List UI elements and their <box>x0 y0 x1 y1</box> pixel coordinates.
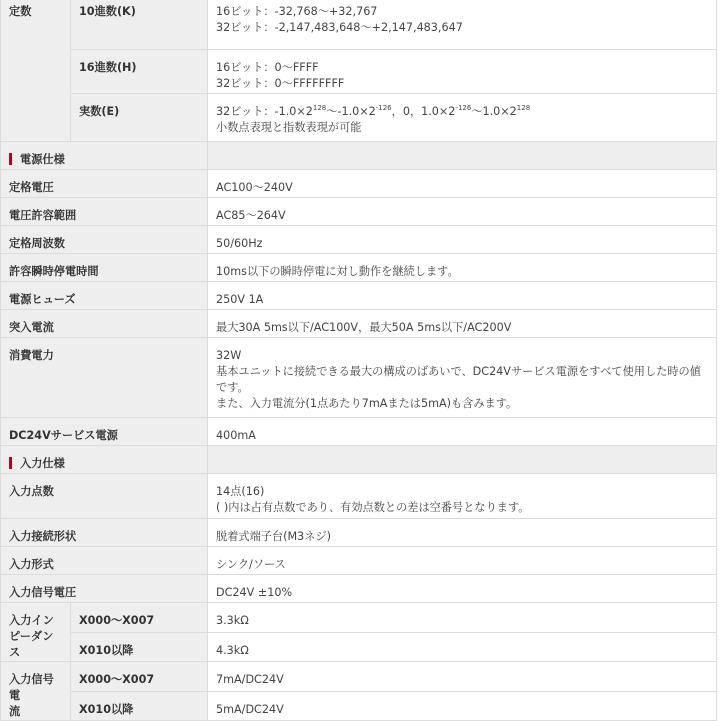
table-row <box>1 418 717 446</box>
hex-line-1: 16ビット：0～FFFF <box>216 61 319 74</box>
table-row <box>1 94 717 142</box>
consumption-line-1: 32W <box>216 349 242 362</box>
table-row <box>1 691 717 721</box>
table-row <box>1 254 717 282</box>
input-points-value <box>208 474 717 519</box>
table-row <box>1 519 717 547</box>
impedance-label <box>1 603 71 662</box>
real-exp-1: 128 <box>312 104 327 112</box>
table-row <box>1 226 717 254</box>
table-row <box>1 632 717 662</box>
hex-value <box>208 50 717 94</box>
decimal-line-1: 16ビット：-32,768～+32,767 <box>216 5 378 18</box>
table-row <box>1 603 717 633</box>
section-marker <box>9 153 12 165</box>
connection-label: 入力接続形状 <box>1 519 208 547</box>
real-text-3: ，0，1.0×2 <box>391 105 456 118</box>
constants-label: 定数 <box>1 0 71 142</box>
section-row <box>1 446 717 474</box>
table-row <box>1 170 717 198</box>
current-label-line-2: 流 <box>9 705 21 718</box>
consumption-line-2: 基本ユニットに接続できる最大の構成のばあいで、DC24Vサービス電源をすべて使用した時の値 <box>216 365 701 378</box>
impedance-value-2: 4.3kΩ <box>208 632 717 662</box>
consumption-value <box>208 338 717 418</box>
consumption-label: 消費電力 <box>1 338 208 418</box>
real-text-4: ～1.0×2 <box>471 105 517 118</box>
impedance-sub-1: X000～X007 <box>71 603 208 633</box>
decimal-line-2: 32ビット：-2,147,483,648～+2,147,483,647 <box>216 21 463 34</box>
voltage-range-value: AC85～264V <box>208 198 717 226</box>
fuse-label: 電源ヒューズ <box>1 282 208 310</box>
input-type-value: シンク/ソース <box>208 547 717 575</box>
table-row <box>1 198 717 226</box>
voltage-range-label: 電圧許容範囲 <box>1 198 208 226</box>
consumption-line-4: また、入力電流分(1点あたり7mAまたは5mA)も含みます。 <box>216 397 518 410</box>
input-section-header <box>1 446 208 474</box>
connection-value: 脱着式端子台(M3ネジ) <box>208 519 717 547</box>
table-row <box>1 575 717 603</box>
table-row <box>1 310 717 338</box>
current-label-line-1: 入力信号電 <box>9 673 54 702</box>
service-power-label: DC24Vサービス電源 <box>1 418 208 446</box>
inrush-label: 突入電流 <box>1 310 208 338</box>
table-row <box>1 662 717 692</box>
fuse-value: 250V 1A <box>208 282 717 310</box>
power-section-header <box>1 142 208 170</box>
power-failure-label: 許容瞬時停電時間 <box>1 254 208 282</box>
current-label <box>1 662 71 721</box>
real-line-2: 小数点表現と指数表現が可能 <box>216 121 362 134</box>
rated-voltage-label: 定格電圧 <box>1 170 208 198</box>
real-line-1 <box>216 104 708 120</box>
impedance-label-line-1: 入力イン <box>9 614 54 627</box>
real-exp-2: -126 <box>375 104 392 112</box>
input-points-line-1: 14点(16) <box>216 485 265 498</box>
inrush-value: 最大30A 5ms以下/AC100V，最大50A 5ms以下/AC200V <box>208 310 717 338</box>
impedance-label-line-2: ピーダンス <box>9 630 54 659</box>
impedance-sub-2: X010以降 <box>71 632 208 662</box>
hex-label: 16進数(H) <box>71 50 208 94</box>
section-filler <box>208 142 717 170</box>
real-exp-3: -126 <box>455 104 472 112</box>
section-marker <box>9 457 12 469</box>
real-label: 実数(E) <box>71 94 208 142</box>
service-power-value: 400mA <box>208 418 717 446</box>
section-filler <box>208 446 717 474</box>
current-sub-2: X010以降 <box>71 691 208 721</box>
frequency-label: 定格周波数 <box>1 226 208 254</box>
impedance-value-1: 3.3kΩ <box>208 603 717 633</box>
real-text-1: 32ビット：-1.0×2 <box>216 105 313 118</box>
power-section-title: 電源仕様 <box>20 153 65 166</box>
table-row <box>1 547 717 575</box>
hex-line-2: 32ビット：0～FFFFFFFF <box>216 77 345 90</box>
input-voltage-value: DC24V ±10% <box>208 575 717 603</box>
decimal-value <box>208 0 717 50</box>
table-row <box>1 0 717 50</box>
current-value-2: 5mA/DC24V <box>208 691 717 721</box>
input-points-line-2: ( )内は占有点数であり、有効点数との差は空番号となります。 <box>216 501 530 514</box>
input-points-label: 入力点数 <box>1 474 208 519</box>
input-voltage-label: 入力信号電圧 <box>1 575 208 603</box>
rated-voltage-value: AC100～240V <box>208 170 717 198</box>
current-sub-1: X000～X007 <box>71 662 208 692</box>
real-text-2: ～-1.0×2 <box>326 105 376 118</box>
consumption-line-3: です。 <box>216 381 249 394</box>
frequency-value: 50/60Hz <box>208 226 717 254</box>
power-failure-value: 10ms以下の瞬時停電に対し動作を継続します。 <box>208 254 717 282</box>
real-value <box>208 94 717 142</box>
real-exp-4: 128 <box>516 104 531 112</box>
table-row <box>1 474 717 519</box>
input-type-label: 入力形式 <box>1 547 208 575</box>
table-row <box>1 338 717 418</box>
input-section-title: 入力仕様 <box>20 457 65 470</box>
table-row <box>1 282 717 310</box>
decimal-label: 10進数(K) <box>71 0 208 50</box>
current-value-1: 7mA/DC24V <box>208 662 717 692</box>
section-row <box>1 142 717 170</box>
table-row <box>1 50 717 94</box>
